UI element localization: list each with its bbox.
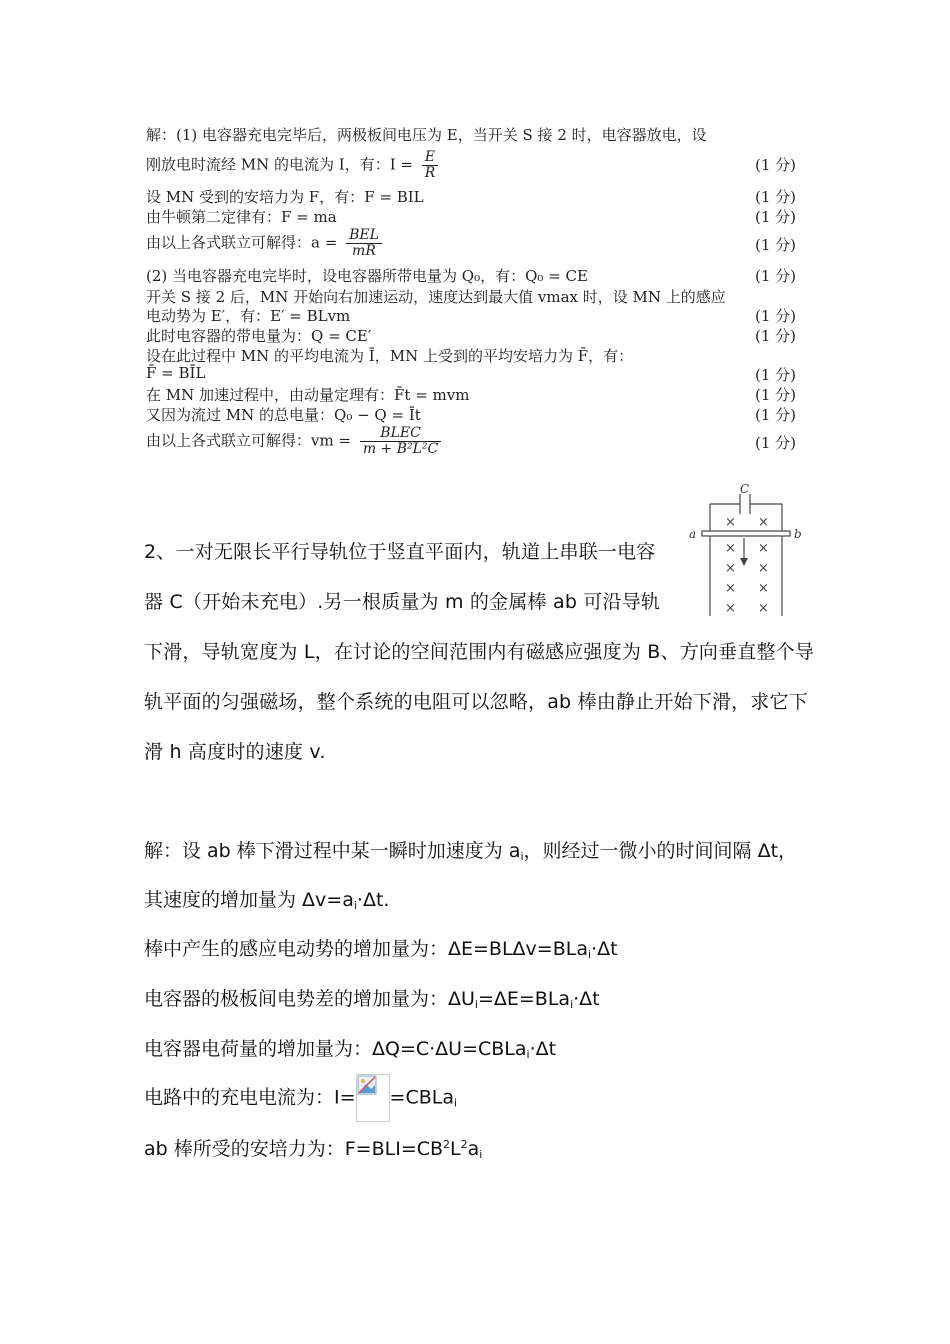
solution-line-1 (144, 836, 797, 863)
subscript: i (353, 899, 357, 912)
circuit-diagram (684, 482, 808, 622)
problem-line-3: 下滑，导轨宽度为 L，在讨论的空间范围内有磁感应强度为 B、方向垂直整个导 (144, 641, 815, 663)
solution-line-2 (144, 885, 389, 912)
fraction (360, 426, 441, 457)
text: 电容器的极板间电势差的增加量为：ΔU (144, 988, 475, 1010)
scan-line-7: 开关 S 接 2 后，MN 开始向右加速运动，速度达到最大值 vmax 时，设 MN 上的感应 (146, 288, 726, 306)
field-cross-icon: × (725, 515, 736, 530)
scan-line-1: 解：(1) 电容器充电完毕后，两极板间电压为 E，当开关 S 接 2 时，电容器放电，设 (146, 126, 707, 144)
text: 其速度的增加量为 Δv=a (144, 889, 354, 911)
text: 解：设 ab 棒下滑过程中某一瞬时加速度为 a (144, 840, 521, 862)
metal-rod-ab (702, 531, 790, 536)
subscript: i (520, 850, 524, 863)
field-cross-icon: × (758, 581, 769, 596)
scan-text: 由以上各式联立可解得：vm = (146, 431, 352, 450)
scan-line-12: 在 MN 加速过程中，由动量定理有：F̄t = mvm (146, 386, 470, 404)
subscript: i (587, 948, 592, 961)
text: ·Δt. (356, 889, 390, 911)
problem-line-4: 轨平面的匀强磁场，整个系统的电阻可以忽略，ab 棒由静止开始下滑，求它下 (144, 691, 808, 713)
score-mark: (1 分) (754, 406, 796, 424)
score-mark: (1 分) (754, 434, 796, 452)
scan-line-4: 由牛顿第二定律有：F = ma (146, 208, 337, 226)
denominator: mR (352, 243, 376, 259)
scan-line-13: 又因为流过 MN 的总电量：Q₀ − Q = Īt (146, 406, 421, 424)
field-cross-icon: × (758, 601, 769, 616)
capacitor-label: C (740, 482, 750, 496)
text: ·Δt (573, 988, 600, 1010)
arrowhead-icon (740, 558, 748, 566)
score-mark: (1 分) (754, 307, 796, 325)
text: 电容器电荷量的增加量为：ΔQ=C·ΔU=CBLa (144, 1038, 527, 1060)
field-cross-icon: × (725, 601, 736, 616)
denominator: R (424, 165, 436, 181)
scan-text: 由以上各式联立可解得：a = (146, 233, 338, 252)
text: ab 棒所受的安培力为：F=BLI=CB (144, 1138, 444, 1160)
subscript: i (570, 998, 574, 1011)
scan-line-14 (146, 426, 441, 457)
scan-line-5 (146, 228, 382, 259)
scan-line-9: 此时电容器的带电量为：Q = CE′ (146, 327, 372, 345)
subscript: i (474, 998, 478, 1011)
text: L (450, 1138, 461, 1160)
solution-line-3 (144, 934, 618, 961)
field-cross-icon: × (725, 581, 736, 596)
broken-image-icon (356, 1074, 390, 1122)
subscript: i (479, 1148, 483, 1161)
superscript: 2 (443, 1138, 451, 1151)
field-cross-icon: × (758, 515, 769, 530)
field-cross-icon: × (758, 561, 769, 576)
score-mark: (1 分) (754, 327, 796, 345)
scan-line-2 (146, 150, 438, 181)
score-mark: (1 分) (754, 208, 796, 226)
text: a (467, 1138, 480, 1160)
solution-line-7 (144, 1134, 482, 1161)
field-cross-icon: × (725, 561, 736, 576)
scan-line-10: 设在此过程中 MN 的平均电流为 Ī，MN 上受到的平均安培力为 F̄，有： (146, 347, 634, 365)
text: ，则经过一微小的时间间隔 Δt， (523, 840, 798, 862)
text: ·Δt (529, 1038, 557, 1060)
score-mark: (1 分) (754, 386, 796, 404)
numerator: BEL (346, 228, 382, 244)
subscript: i (526, 1048, 530, 1061)
field-cross-icon: × (758, 541, 769, 556)
field-cross-icon: × (725, 541, 736, 556)
solution-line-5 (144, 1034, 556, 1061)
problem-line-5: 滑 h 高度时的速度 v. (144, 741, 326, 763)
rod-end-a-label: a (689, 527, 697, 541)
fraction (346, 228, 382, 259)
score-mark: (1 分) (754, 156, 796, 174)
denominator: m + B²L²C (362, 441, 439, 457)
scan-line-8: 电动势为 E′，有：E′ = BLvm (146, 307, 351, 325)
scan-line-11: F̄ = BĪL (146, 364, 206, 382)
problem-line-1: 2、一对无限长平行导轨位于竖直平面内，轨道上串联一电容 (144, 541, 656, 563)
superscript: 2 (460, 1138, 468, 1151)
score-mark: (1 分) (754, 188, 796, 206)
numerator: E (422, 150, 439, 166)
text: ·Δt (591, 938, 618, 960)
rod-end-b-label: b (794, 527, 802, 541)
scan-line-6: (2) 当电容器充电完毕时，设电容器所带电量为 Q₀，有：Q₀ = CE (146, 267, 588, 285)
text: =CBLa (389, 1086, 454, 1109)
subscript: i (453, 1096, 458, 1110)
text: =ΔE=BLa (477, 988, 571, 1010)
scan-text: 刚放电时流经 MN 的电流为 I，有：I = (146, 155, 413, 174)
solution-line-6 (144, 1074, 457, 1127)
score-mark: (1 分) (754, 267, 796, 285)
score-mark: (1 分) (754, 366, 796, 384)
fraction (422, 150, 439, 181)
score-mark: (1 分) (754, 236, 796, 254)
problem-line-2: 器 C（开始未充电）.另一根质量为 m 的金属棒 ab 可沿导轨 (144, 591, 661, 613)
numerator: BLEC (360, 426, 441, 442)
solution-line-4 (144, 984, 600, 1011)
text: 棒中产生的感应电动势的增加量为：ΔE=BLΔv=BLa (144, 938, 588, 960)
scan-line-3: 设 MN 受到的安培力为 F，有：F = BIL (146, 188, 424, 206)
text: 电路中的充电电流为：I= (144, 1086, 356, 1109)
